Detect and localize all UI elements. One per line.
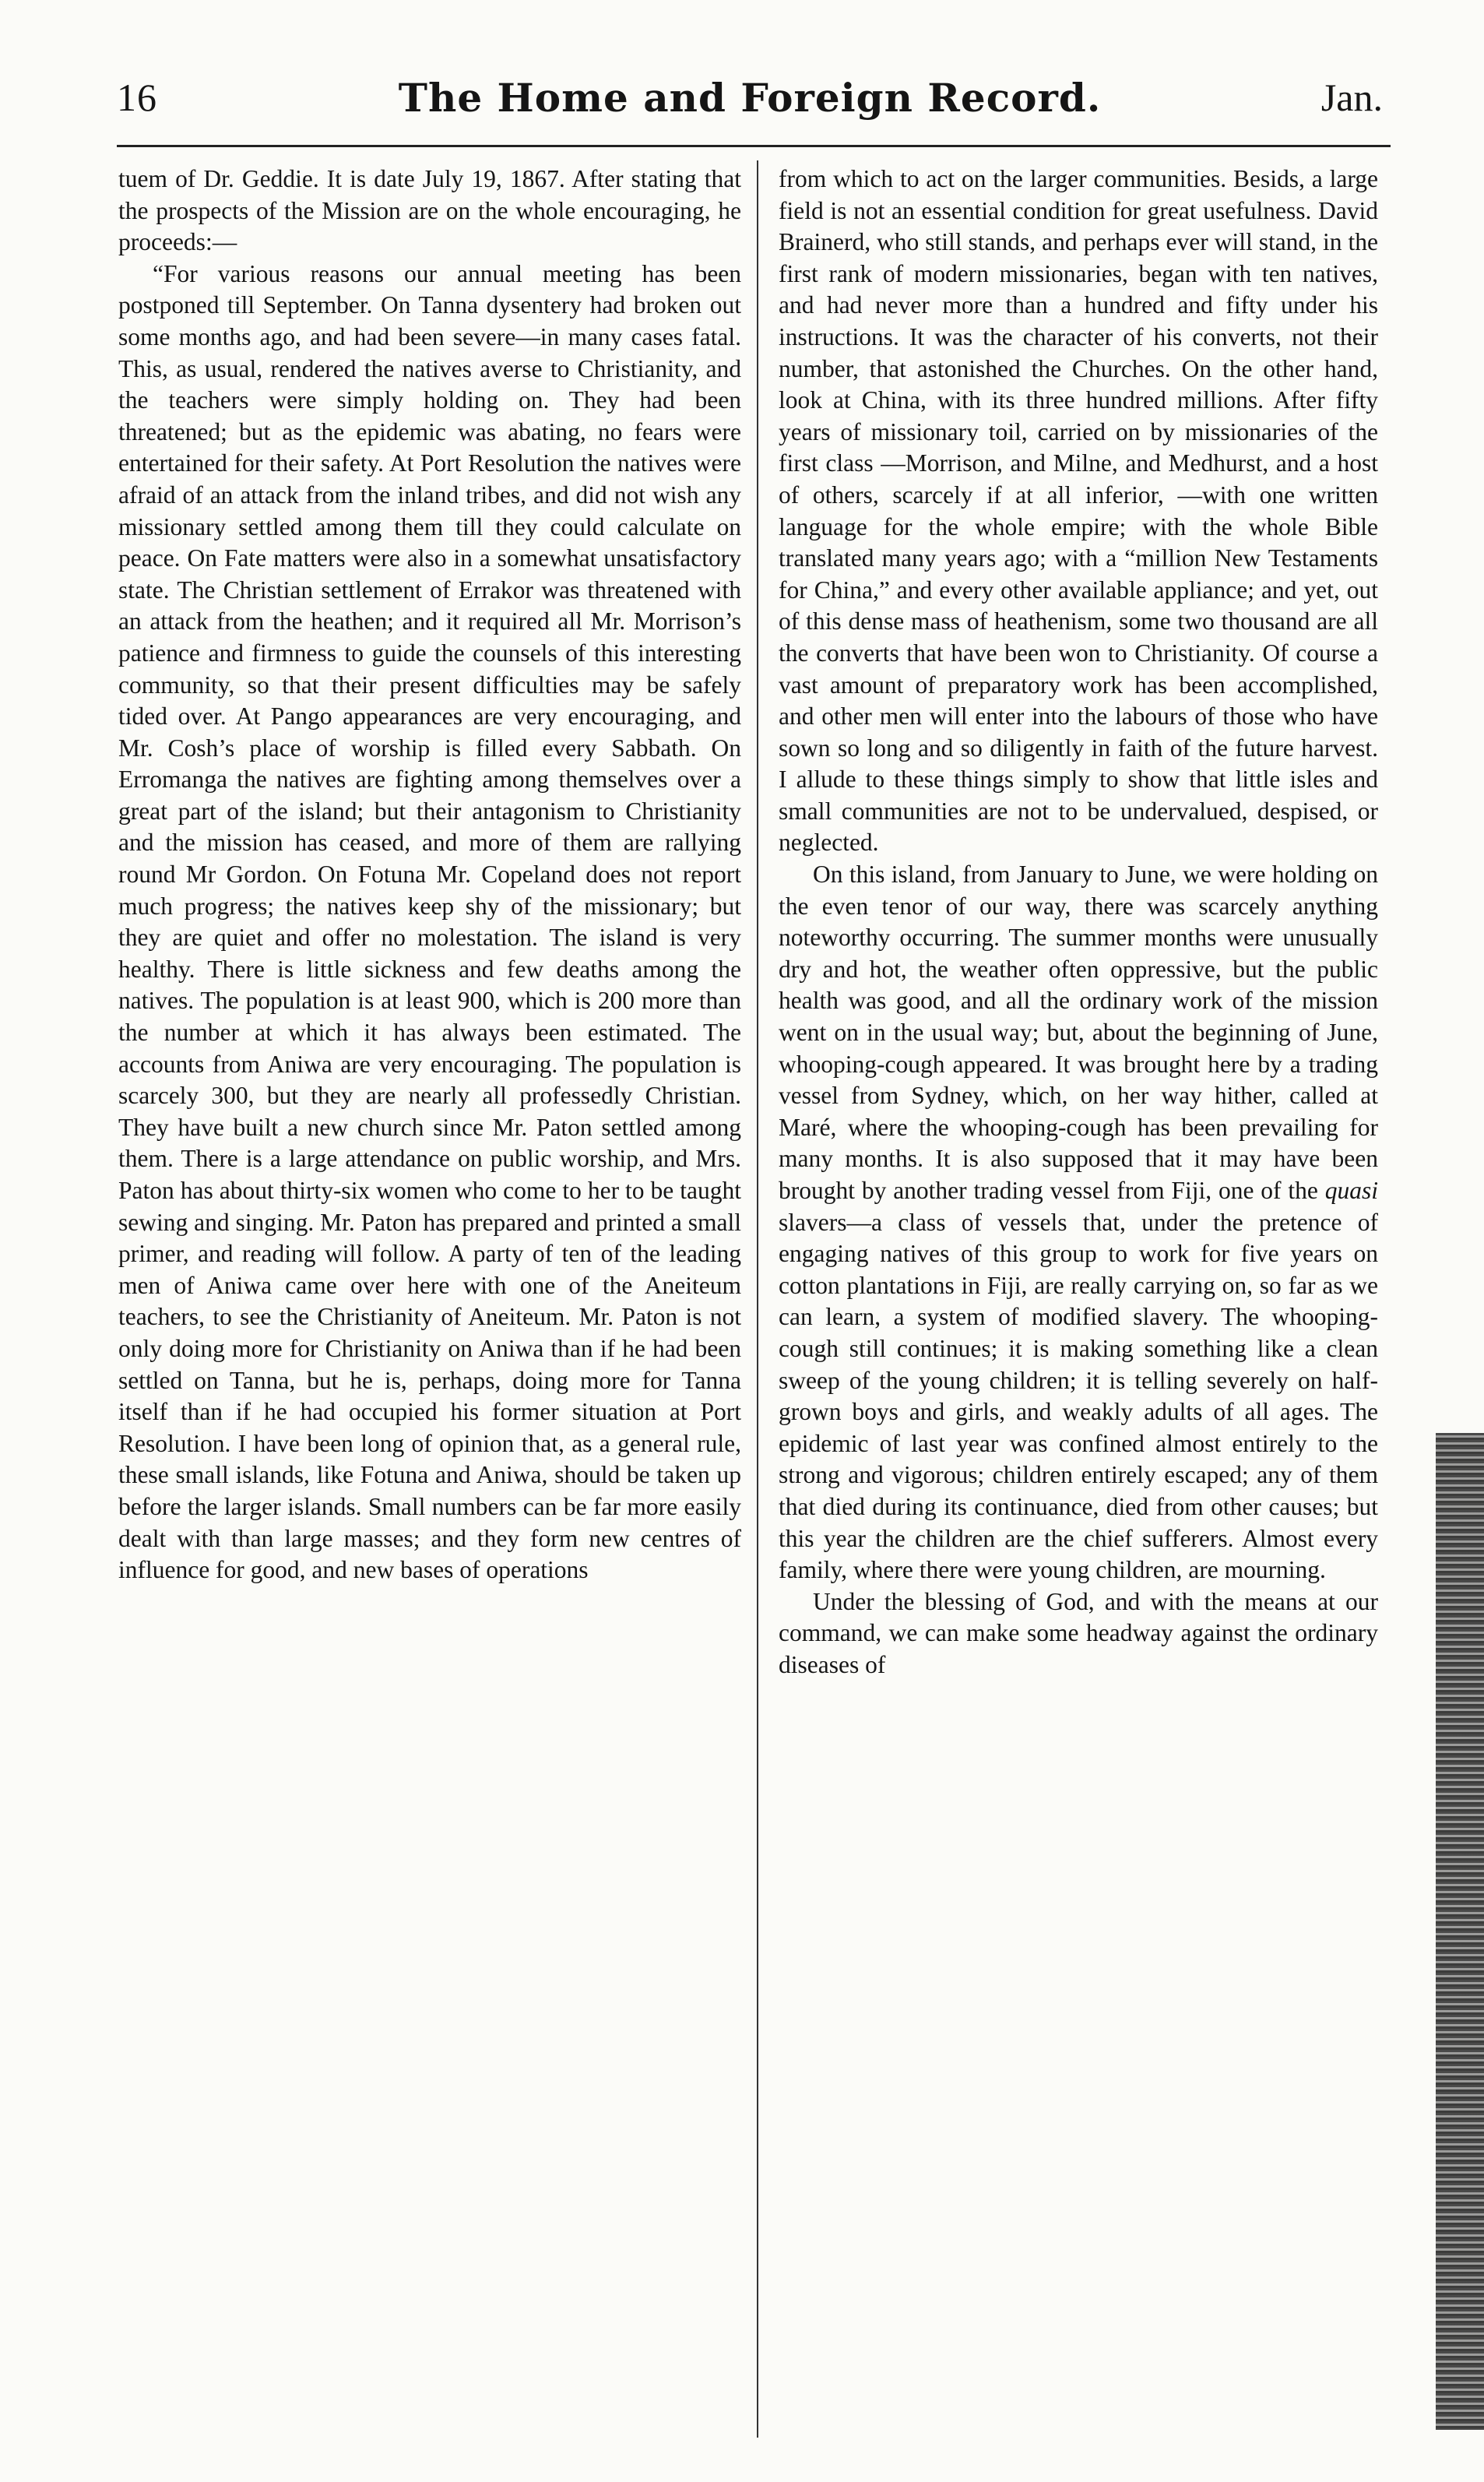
page-edge-shadow	[1436, 1433, 1484, 2430]
italic-word-quasi: quasi	[1324, 1177, 1378, 1204]
right-paragraph-2-text-b: slavers—a class of vessels that, under the pretence of engaging natives of this group to work for five years on cotton plantations in Fiji, are really carrying on, so far as we can learn, a system of modified slavery. The whooping-cough still continues; it is making something like a clean sweep of the young children; it is telling severely on half-grown boys and girls, and weakly adults of all ages. The epidemic of last year was confined almost entirely to the strong and vigorous; children entirely escaped; any of them that died during its continuance, died from other causes; but this year the children are the chief sufferers. Almost every family, where there were young children, are mourning.	[779, 1208, 1378, 1584]
running-title: The Home and Foreign Record.	[398, 75, 1102, 121]
right-paragraph-3: Under the blessing of God, and with the means at our command, we can make some headway against the ordinary diseases of	[779, 1587, 1378, 1678]
issue-month: Jan.	[1320, 76, 1383, 119]
header-rule	[117, 145, 1391, 147]
column-divider	[757, 160, 758, 2438]
right-column	[779, 164, 1378, 1681]
page-header	[117, 75, 1383, 137]
page-number: 16	[117, 76, 157, 119]
left-paragraph-1: tuem of Dr. Geddie. It is date July 19, 1867. After stating that the prospects of the Mission are on the whole encouraging, he proceeds:—	[118, 165, 741, 256]
right-paragraph-2-text-a: On this island, from January to June, we were holding on the even tenor of our way, there was scarcely anything noteworthy occurring. The summer months were unusually dry and hot, the weather often oppressive, but the public health was good, and all the ordinary work of the mission went on in the usual way; but, about the beginning of June, whooping-cough appeared. It was brought here by a trading vessel from Sydney, which, on her way hither, called at Maré, where the whooping-cough has been prevailing for many months. It is also supposed that it may have been brought by another trading vessel from Fiji, one of the	[779, 861, 1378, 1204]
right-paragraph-1: from which to act on the larger communities. Besids, a large field is not an essential condition for great usefulness. David Brainerd, who still stands, and perhaps ever will stand, in the first rank of modern missionaries, began with ten natives, and had never more than a hundred and fifty under his instructions. It was the character of his converts, not their number, that astonished the Churches. On the other hand, look at China, with its three hundred millions. After fifty years of missionary toil, carried on by missionaries of the first class —Morrison, and Milne, and Medhurst, and a host of others, scarcely if at all inferior, —with one written language for the whole empire; with the whole Bible translated many years ago; with a “million New Testaments for China,” and every other available appliance; and yet, out of this dense mass of heathenism, some two thousand are all the converts that have been won to Christianity. Of course a vast amount of preparatory work has been accomplished, and other men will enter into the labours of those who have sown so long and so diligently in faith of the future harvest. I allude to these things simply to show that little isles and small communities are not to be undervalued, despised, or neglected.	[779, 165, 1378, 857]
right-paragraph-2	[779, 859, 1378, 1586]
left-column	[118, 164, 741, 1586]
left-paragraph-2-quotation: “For various reasons our annual meeting has been postponed till September. On Tanna dysentery had broken out some months ago, and had been severe—in many cases fatal. This, as usual, rendered the natives averse to Christianity, and the teachers were simply holding on. They had been threatened; but as the epidemic was abating, no fears were entertained for their safety. At Port Resolution the natives were afraid of an attack from the inland tribes, and did not wish any missionary settled among them till they could calculate on peace. On Fate matters were also in a somewhat unsatisfactory state. The Christian settlement of Errakor was threatened with an attack from the heathen; and it required all Mr. Morrison’s patience and firmness to guide the counsels of this interesting community, so that their present difficulties may be safely tided over. At Pango appearances are very encouraging, and Mr. Cosh’s place of worship is filled every Sabbath. On Erromanga the natives are fighting among themselves over a great part of the island; but their antagonism to Christianity and the mission has ceased, and more of them are rallying round Mr Gordon. On Fotuna Mr. Copeland does not report much progress; the natives keep shy of the missionary; but they are quiet and offer no molestation. The island is very healthy. There is little sickness and few deaths among the natives. The population is at least 900, which is 200 more than the number at which it has always been estimated. The accounts from Aniwa are very encouraging. The population is scarcely 300, but they are nearly all professedly Christian. They have built a new church since Mr. Paton settled among them. There is a large attendance on public worship, and Mrs. Paton has about thirty-six women who come to her to be taught sewing and singing. Mr. Paton has prepared and printed a small primer, and reading will follow. A party of ten of the leading men of Aniwa came over here with one of the Aneiteum teachers, to see the Christianity of Aneiteum. Mr. Paton is not only doing more for Christianity on Aniwa than if he had been settled on Tanna, but he is, perhaps, doing more for Tanna itself than if he had occupied his former situation at Port Resolution. I have been long of opinion that, as a general rule, these small islands, like Fotuna and Aniwa, should be taken up before the larger islands. Small numbers can be far more easily dealt with than large masses; and they form new centres of influence for good, and new bases of operations	[118, 259, 741, 1584]
